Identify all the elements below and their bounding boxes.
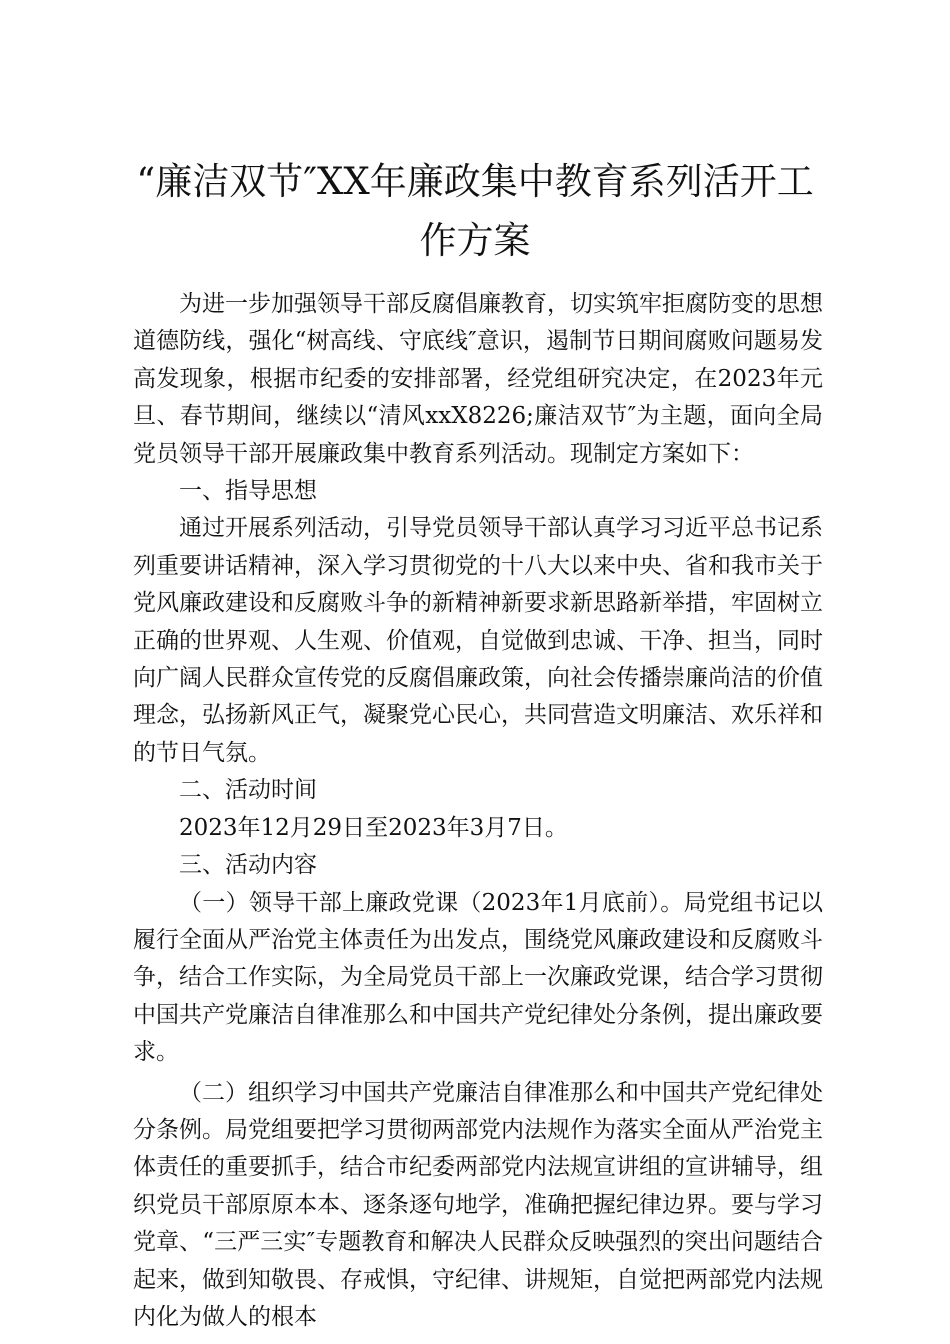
section1-heading: 一、指导思想: [179, 478, 317, 505]
intro-paragraph: 为进一步加强领导干部反腐倡廉教育，切实筑牢拒腐防变的思想道德防线，强化“树高线、守底线″意识，遏制节日期间腐败问题易发高发现象，根据市纪委的安排部署，经党组研究决定，在2023年元旦、春节期间，继续以“清风xxX8226;廉洁双节″为主题，面向全局党员领导干部开展廉政集中教育系列活动。现制定方案如下：: [133, 291, 823, 467]
item2-paragraph: （二）组织学习中国共产党廉洁自律准那么和中国共产党纪律处分条例。局党组要把学习贯彻两部党内法规作为落实全面从严治党主体责任的重要抓手，结合市纪委两部党内法规宣讲组的宣讲辅导，组织党员干部原原本本、逐条逐句地学，准确把握纪律边界。要与学习党章、“三严三实″专题教育和解决人民群众反映强烈的突出问题结合起来，做到知敬畏、存戒惧，守纪律、讲规矩，自觉把两部党内法规内化为做人的根本: [133, 1079, 823, 1330]
document-body: [133, 286, 823, 1336]
document-title-line2: 作方案: [419, 219, 531, 262]
item1-paragraph: （一）领导干部上廉政党课（2023年1月底前）。局党组书记以履行全面从严治党主体责任为出发点，围绕党风廉政建设和反腐败斗争，结合工作实际，为全局党员干部上一次廉政党课，结合学习贯彻中国共产党廉洁自律准那么和中国共产党纪律处分条例，提出廉政要求。: [133, 889, 823, 1066]
section2-heading: 二、活动时间: [179, 777, 317, 804]
document-title-line1: “廉洁双节″XX年廉政集中教育系列活开工: [136, 160, 814, 203]
section2-paragraph: 2023年12月29日至2023年3月7日。: [179, 814, 568, 841]
section3-heading: 三、活动内容: [179, 852, 317, 879]
section1-paragraph: 通过开展系列活动，引导党员领导干部认真学习习近平总书记系列重要讲话精神，深入学习贯彻党的十八大以来中央、省和我市关于党风廉政建设和反腐败斗争的新精神新要求新思路新举措，牢固树立正确的世界观、人生观、价值观，自觉做到忠诚、干净、担当，同时向广阔人民群众宣传党的反腐倡廉政策，向社会传播崇廉尚洁的价值理念，弘扬新风正气，凝聚党心民心，共同营造文明廉洁、欢乐祥和的节日气氛。: [133, 515, 823, 766]
